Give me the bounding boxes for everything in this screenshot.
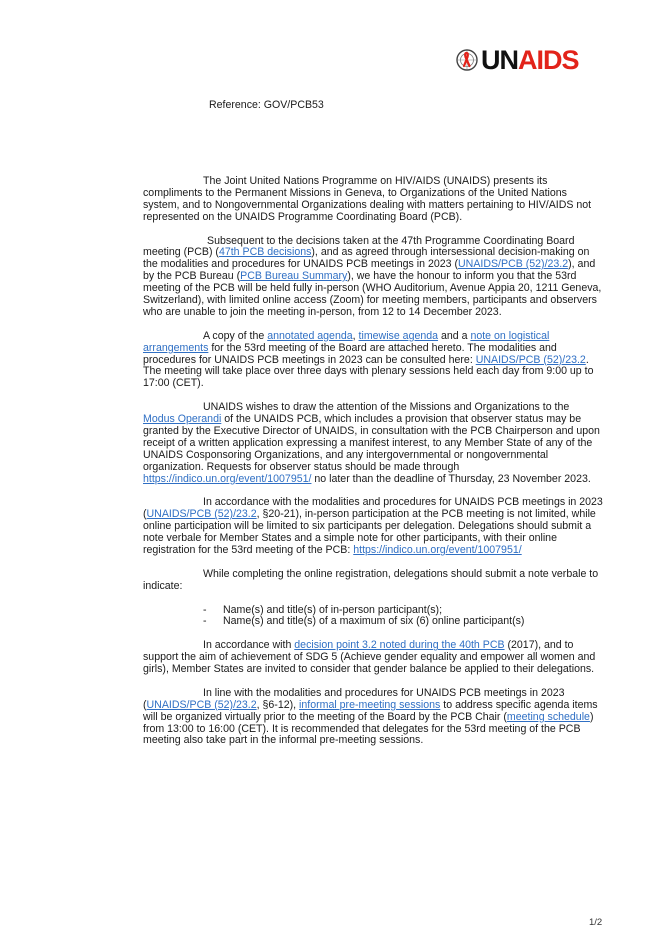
text: A copy of the: [203, 329, 268, 342]
text: , §20-21), in-person participation at the PCB meeting is not limited, while online participation will be limited to six participants per delegation. Delegations should submit a note verbale for Member States and a simple note for other participants, with their online registration for the 53rd meeting of the PCB:: [143, 508, 596, 557]
reference-line: Reference: GOV/PCB53: [209, 99, 324, 111]
link-decision-point-3-2[interactable]: decision point 3.2 noted during the 40th PCB: [294, 639, 505, 652]
text: . The meeting will take place over three days with plenary sessions held each day from 9:00 up to 17:00 (CET).: [143, 353, 594, 390]
text: ), we have the honour to inform you that the 53rd meeting of the PCB will be held fully in-person (WHO Auditorium, Avenue Appia 20, 1211 Geneva, Switzerland), with limited online access (Zoom) for meeting members, participants and observers who are unable to join the meeting in-person, from 12 to 14 December 2023.: [143, 270, 602, 318]
unaids-logo: [455, 44, 579, 76]
link-pcb-bureau-summary[interactable]: PCB Bureau Summary: [240, 270, 348, 283]
link-informal-pre-meeting-sessions[interactable]: informal pre-meeting sessions: [299, 698, 441, 711]
text: and a: [438, 329, 471, 342]
link-unaids-pcb-52-23-2[interactable]: UNAIDS/PCB (52)/23.2: [458, 258, 569, 271]
letter-body: [143, 176, 603, 759]
page-number: 1/2: [589, 917, 603, 928]
text: (2017), and to support the aim of achievement of SDG 5 (Achieve gender equality and empower all women and girls), Member States are invited to consider that gender balance be applied to their delegations.: [143, 639, 596, 676]
participant-list: [143, 605, 603, 629]
link-unaids-pcb-52-23-2[interactable]: UNAIDS/PCB (52)/23.2: [146, 698, 257, 711]
logo-text-aids: AIDS: [518, 44, 579, 75]
text: no later than the deadline of Thursday, 23 November 2023.: [311, 472, 591, 485]
link-meeting-schedule[interactable]: meeting schedule: [506, 710, 590, 723]
paragraph-observer-status: [143, 402, 603, 485]
text: Subsequent to the decisions taken at the 47th Programme Coordinating Board meeting (PCB) (: [143, 234, 575, 259]
logo-text-un: UN: [481, 44, 518, 75]
list-item-text: Name(s) and title(s) of in-person participant(s);: [223, 603, 443, 616]
dash-bullet: -: [203, 615, 207, 628]
text: , §6-12),: [256, 698, 300, 711]
text: In accordance with: [203, 639, 295, 652]
paragraph-participation: [143, 497, 603, 557]
text: ), and as agreed through intersessional decision-making on the modalities and procedures for UNAIDS PCB meetings in 2023 (: [143, 246, 590, 271]
text: of the UNAIDS PCB, which includes a provision that observer status may be granted by the Executive Director of UNAIDS, in consultation with the PCB Chairperson and upon receipt of a written application expressing a manifest interest, to any Member State of any of the UNAIDS Cosponsoring Organizations, and any intergovernmental or nongovernmental organization. Requests for observer status should be made through: [143, 413, 600, 473]
text: In line with the modalities and procedures for UNAIDS PCB meetings in 2023 (: [143, 686, 565, 711]
text: ,: [352, 329, 359, 342]
link-unaids-pcb-52-23-2[interactable]: UNAIDS/PCB (52)/23.2: [146, 508, 257, 521]
text: to address specific agenda items will be organized virtually prior to the meeting of the Board by the PCB Chair (: [143, 698, 598, 723]
paragraph-gender-balance: [143, 640, 603, 676]
paragraph-registration: While completing the online registration, delegations should submit a note verbale to indicate:: [143, 567, 599, 592]
list-item: [143, 616, 603, 628]
link-unaids-pcb-52-23-2[interactable]: UNAIDS/PCB (52)/23.2: [475, 353, 586, 366]
link-47th-pcb-decisions[interactable]: 47th PCB decisions: [218, 246, 312, 259]
link-indico-event[interactable]: https://indico.un.org/event/1007951/: [353, 544, 522, 557]
text: In accordance with the modalities and procedures for UNAIDS PCB meetings in 2023 (: [143, 496, 603, 521]
text: for the 53rd meeting of the Board are attached hereto. The modalities and procedures for UNAIDS PCB meetings in 2023 can be consulted here:: [143, 341, 557, 366]
paragraph-pre-meeting-sessions: [143, 688, 603, 748]
paragraph-agenda: [143, 331, 603, 391]
link-indico-event[interactable]: https://indico.un.org/event/1007951/: [143, 472, 312, 485]
link-annotated-agenda[interactable]: annotated agenda: [267, 329, 353, 342]
list-item-text: Name(s) and title(s) of a maximum of six (6) online participant(s): [223, 615, 525, 628]
text: ), and by the PCB Bureau (: [143, 258, 596, 283]
text: UNAIDS wishes to draw the attention of the Missions and Organizations to the: [203, 401, 570, 414]
paragraph-intro: The Joint United Nations Programme on HIV/AIDS (UNAIDS) presents its compliments to the Permanent Missions in Geneva, to Organizations of the United Nations system, and to Nongovernmental Organizations dealing with matters pertaining to HIV/AIDS not represented on the UNAIDS Programme Coordinating Board (PCB).: [143, 175, 592, 223]
link-timewise-agenda[interactable]: timewise agenda: [358, 329, 439, 342]
dash-bullet: -: [203, 603, 207, 616]
paragraph-meeting-announcement: [143, 236, 603, 319]
link-note-on-logistical-arrangements[interactable]: note on logistical arrangements: [143, 329, 550, 354]
link-modus-operandi[interactable]: Modus Operandi: [143, 413, 222, 426]
un-emblem-red-ribbon-icon: [455, 48, 479, 72]
text: ) from 13:00 to 16:00 (CET). It is recommended that delegates for the 53rd meeting of the PCB meeting also take part in the informal pre-meeting sessions.: [143, 710, 594, 747]
